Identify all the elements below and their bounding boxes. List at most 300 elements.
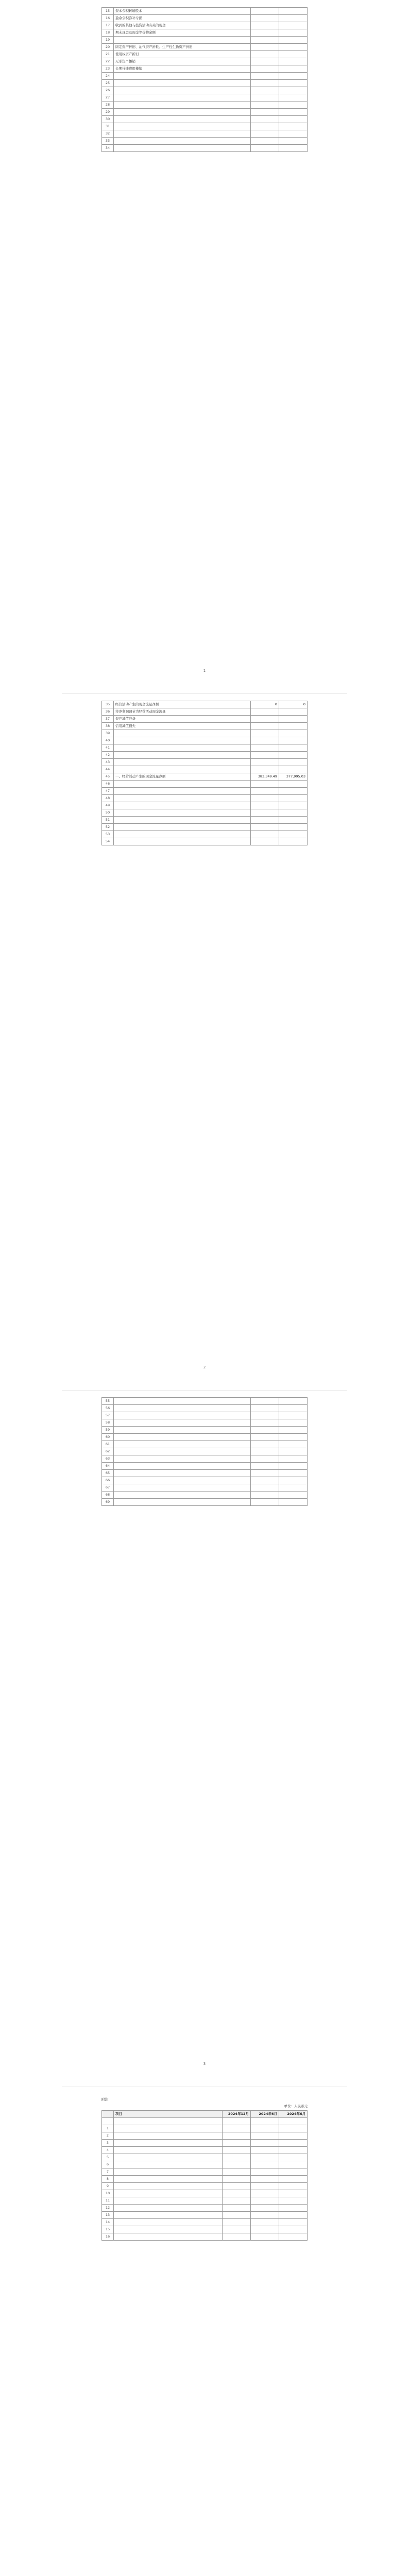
column-header: 2024年12月: [223, 2111, 251, 2118]
row-number: 20: [102, 44, 114, 51]
row-value: [251, 1448, 279, 1455]
table-row: [102, 1427, 308, 1434]
row-value: [279, 2147, 308, 2154]
page-3: [0, 1393, 409, 2083]
row-number: 41: [102, 744, 114, 752]
row-number: 24: [102, 73, 114, 80]
row-number: [102, 2118, 114, 2125]
row-label: [114, 2205, 223, 2212]
table-row: [102, 58, 308, 65]
row-value: [279, 29, 308, 37]
row-number: 34: [102, 145, 114, 152]
row-label: [114, 109, 251, 116]
row-number: 1: [102, 2125, 114, 2132]
row-value: [251, 781, 279, 788]
row-value: [251, 101, 279, 109]
row-value: [279, 1492, 308, 1499]
row-label: [114, 116, 251, 123]
row-value: [251, 2219, 279, 2226]
table-row: [102, 1492, 308, 1499]
row-value: [279, 138, 308, 145]
row-label: 盈余公积弥补亏损: [114, 15, 251, 22]
row-value: [251, 116, 279, 123]
table-row: [102, 2118, 308, 2125]
row-value: [251, 723, 279, 730]
row-label: 使用权资产折旧: [114, 51, 251, 58]
row-value: [251, 73, 279, 80]
row-number: 44: [102, 766, 114, 773]
row-number: 39: [102, 730, 114, 737]
row-label: [114, 2154, 223, 2161]
table-row: [102, 116, 308, 123]
data-table-2: [101, 701, 308, 845]
table-row: [102, 759, 308, 766]
row-value: [279, 1499, 308, 1506]
row-label: [114, 802, 251, 809]
row-value: [279, 109, 308, 116]
row-value: [251, 37, 279, 44]
row-number: 23: [102, 65, 114, 73]
row-label: 资产减值准备: [114, 716, 251, 723]
row-label: [114, 2176, 223, 2183]
row-value: [251, 22, 279, 29]
row-number: 28: [102, 101, 114, 109]
row-value: [251, 80, 279, 87]
row-value: [251, 65, 279, 73]
row-value: [251, 1477, 279, 1484]
row-value: [251, 1441, 279, 1448]
row-value: [279, 2226, 308, 2233]
row-value: [251, 824, 279, 831]
row-value: [251, 1484, 279, 1492]
row-value: [279, 2212, 308, 2219]
row-value: [279, 716, 308, 723]
row-label: [114, 1492, 251, 1499]
row-number: 17: [102, 22, 114, 29]
row-value: [251, 2132, 279, 2140]
row-label: [114, 1448, 251, 1455]
table-row: [102, 37, 308, 44]
row-label: 信用减值损失: [114, 723, 251, 730]
row-label: [114, 1441, 251, 1448]
table-row: [102, 1434, 308, 1441]
table-row: [102, 788, 308, 795]
row-number: 47: [102, 788, 114, 795]
table-row: [102, 809, 308, 817]
row-value: [279, 1448, 308, 1455]
row-number: 11: [102, 2197, 114, 2205]
table-row: [102, 2140, 308, 2147]
row-value: [251, 2118, 279, 2125]
row-label: [114, 744, 251, 752]
table-row: [102, 80, 308, 87]
row-value: [251, 716, 279, 723]
row-value: [251, 2183, 279, 2190]
row-value: [279, 752, 308, 759]
row-value: [223, 2226, 251, 2233]
row-number: 56: [102, 1405, 114, 1412]
row-value: [279, 838, 308, 845]
row-number: 15: [102, 8, 114, 15]
row-label: 无形资产摊销: [114, 58, 251, 65]
row-value: [279, 37, 308, 44]
row-number: 12: [102, 2205, 114, 2212]
row-number: 9: [102, 2183, 114, 2190]
table-row: [102, 802, 308, 809]
row-value: [279, 817, 308, 824]
page-number: 3: [203, 2062, 206, 2066]
table-row: [102, 73, 308, 80]
row-value: [251, 44, 279, 51]
row-value: [251, 2176, 279, 2183]
row-value: [279, 2161, 308, 2168]
table-row: [102, 15, 308, 22]
row-value: [279, 116, 308, 123]
row-value: [279, 1412, 308, 1419]
row-value: [251, 1427, 279, 1434]
row-value: [251, 2168, 279, 2176]
row-value: [251, 2205, 279, 2212]
row-value: [251, 87, 279, 94]
row-label: [114, 2190, 223, 2197]
row-value: [251, 831, 279, 838]
row-value: [279, 65, 308, 73]
row-number: 10: [102, 2190, 114, 2197]
table-row: [102, 51, 308, 58]
row-value: [279, 1427, 308, 1434]
row-value: [279, 1405, 308, 1412]
row-value: [279, 2205, 308, 2212]
row-number: 14: [102, 2219, 114, 2226]
row-value: [251, 2125, 279, 2132]
row-label: 将净利润调节为经营活动现金流量: [114, 708, 251, 716]
table-row: [102, 723, 308, 730]
row-value: [279, 2154, 308, 2161]
data-table-4: [101, 2110, 308, 2241]
row-value: [251, 802, 279, 809]
row-number: 51: [102, 817, 114, 824]
row-label: [114, 788, 251, 795]
row-number: 18: [102, 29, 114, 37]
data-table-3: [101, 1397, 308, 1506]
row-value: [223, 2190, 251, 2197]
row-value: [251, 8, 279, 15]
row-label: [114, 759, 251, 766]
row-label: [114, 809, 251, 817]
row-value: [251, 2147, 279, 2154]
table-row: [102, 701, 308, 708]
row-number: 63: [102, 1455, 114, 1463]
row-label: [114, 2226, 223, 2233]
row-number: 19: [102, 37, 114, 44]
row-value: [279, 824, 308, 831]
row-label: [114, 2140, 223, 2147]
row-number: 62: [102, 1448, 114, 1455]
row-value: [251, 2140, 279, 2147]
table-row: [102, 2219, 308, 2226]
row-label: [114, 1412, 251, 1419]
row-label: [114, 80, 251, 87]
row-value: [279, 1470, 308, 1477]
row-label: [114, 2233, 223, 2241]
row-label: [114, 1484, 251, 1492]
row-number: 66: [102, 1477, 114, 1484]
table-row: [102, 2176, 308, 2183]
row-value: [279, 2183, 308, 2190]
table-row: [102, 2190, 308, 2197]
row-value: [279, 80, 308, 87]
row-value: [279, 1441, 308, 1448]
row-value: [279, 94, 308, 101]
table-row: [102, 716, 308, 723]
row-label: [114, 145, 251, 152]
row-value: [223, 2118, 251, 2125]
row-value: [279, 795, 308, 802]
table-row: [102, 781, 308, 788]
table-row: [102, 1448, 308, 1455]
row-number: 53: [102, 831, 114, 838]
page-number: 1: [203, 669, 206, 673]
row-value: [223, 2233, 251, 2241]
row-number: 65: [102, 1470, 114, 1477]
row-value: [251, 838, 279, 845]
row-value: [279, 2219, 308, 2226]
row-label: [114, 730, 251, 737]
row-number: 57: [102, 1412, 114, 1419]
row-value: [279, 1419, 308, 1427]
row-value: [223, 2168, 251, 2176]
row-number: 48: [102, 795, 114, 802]
row-value: [279, 737, 308, 744]
row-label: [114, 2168, 223, 2176]
row-value: [251, 809, 279, 817]
table-row: [102, 2147, 308, 2154]
row-value: [279, 2132, 308, 2140]
row-value: [251, 2226, 279, 2233]
row-number: 32: [102, 130, 114, 138]
row-number: 36: [102, 708, 114, 716]
row-value: [279, 2125, 308, 2132]
row-value: [223, 2132, 251, 2140]
row-value: [251, 1405, 279, 1412]
row-value: [251, 1398, 279, 1405]
row-label: [114, 1427, 251, 1434]
row-number: 50: [102, 809, 114, 817]
row-value: [223, 2205, 251, 2212]
row-number: 67: [102, 1484, 114, 1492]
table-row: [102, 1441, 308, 1448]
table-row: [102, 109, 308, 116]
row-value: [279, 2176, 308, 2183]
row-label: [114, 87, 251, 94]
row-value: [223, 2212, 251, 2219]
row-value: [251, 1419, 279, 1427]
row-label: 期末现金及现金等价物余额: [114, 29, 251, 37]
row-label: [114, 1499, 251, 1506]
row-value: [279, 73, 308, 80]
row-number: 5: [102, 2154, 114, 2161]
row-label: [114, 73, 251, 80]
row-value: [279, 708, 308, 716]
column-header: 2024年6月: [251, 2111, 279, 2118]
row-value: [279, 2197, 308, 2205]
row-value: [251, 2212, 279, 2219]
table-row: [102, 8, 308, 15]
row-number: 8: [102, 2176, 114, 2183]
table-row: [102, 2154, 308, 2161]
row-label: [114, 138, 251, 145]
row-label: [114, 2125, 223, 2132]
row-value: 0: [251, 701, 279, 708]
row-value: [223, 2183, 251, 2190]
row-number: 27: [102, 94, 114, 101]
row-number: 61: [102, 1441, 114, 1448]
row-number: 6: [102, 2161, 114, 2168]
row-number: 54: [102, 838, 114, 845]
table-row: [102, 737, 308, 744]
table-row: [102, 1419, 308, 1427]
row-number: 46: [102, 781, 114, 788]
table-row: [102, 2233, 308, 2241]
row-value: [251, 2197, 279, 2205]
table-row: [102, 1455, 308, 1463]
table-row: [102, 29, 308, 37]
row-value: [279, 723, 308, 730]
unit-label: 单位：人民币元: [284, 2104, 308, 2108]
row-label: [114, 737, 251, 744]
row-label: [114, 94, 251, 101]
row-value: [279, 1463, 308, 1470]
table-row: [102, 94, 308, 101]
row-value: [279, 2140, 308, 2147]
row-label: [114, 101, 251, 109]
row-value: [223, 2197, 251, 2205]
row-number: 52: [102, 824, 114, 831]
column-header: 2024年6月: [279, 2111, 308, 2118]
row-label: [114, 817, 251, 824]
row-value: [279, 2190, 308, 2197]
row-number: 2: [102, 2132, 114, 2140]
row-value: [251, 29, 279, 37]
table-row: [102, 730, 308, 737]
page-2: [0, 697, 409, 1387]
row-number: 21: [102, 51, 114, 58]
row-value: [251, 1463, 279, 1470]
row-value: [279, 759, 308, 766]
row-value: [251, 145, 279, 152]
row-label: [114, 838, 251, 845]
row-number: 13: [102, 2212, 114, 2219]
row-value: [251, 1492, 279, 1499]
row-value: [251, 138, 279, 145]
column-header: [102, 2111, 114, 2118]
row-number: 16: [102, 15, 114, 22]
row-value: [279, 831, 308, 838]
row-number: 29: [102, 109, 114, 116]
row-number: 4: [102, 2147, 114, 2154]
table-row: [102, 838, 308, 845]
row-label: [114, 2212, 223, 2219]
row-value: [251, 94, 279, 101]
table-row: [102, 1463, 308, 1470]
row-number: 68: [102, 1492, 114, 1499]
table-row: [102, 824, 308, 831]
row-value: [279, 8, 308, 15]
table-row: [102, 2197, 308, 2205]
row-number: 26: [102, 87, 114, 94]
table-row: [102, 65, 308, 73]
row-value: [251, 737, 279, 744]
row-value: [251, 744, 279, 752]
row-value: [279, 44, 308, 51]
table-row: [102, 795, 308, 802]
row-label: [114, 2147, 223, 2154]
row-value: [251, 708, 279, 716]
row-label: [114, 1455, 251, 1463]
row-label: [114, 795, 251, 802]
row-value: [251, 1499, 279, 1506]
row-value: [279, 51, 308, 58]
row-value: [251, 1412, 279, 1419]
table-caption: 附注：: [101, 2097, 112, 2102]
table-row: [102, 130, 308, 138]
row-value: [251, 1434, 279, 1441]
row-number: 22: [102, 58, 114, 65]
row-label: [114, 2132, 223, 2140]
row-value: 383,349.49: [251, 773, 279, 781]
table-row: [102, 1499, 308, 1506]
column-header: 项目: [114, 2111, 223, 2118]
data-table-1: [101, 7, 308, 152]
row-value: [251, 15, 279, 22]
row-value: [251, 2233, 279, 2241]
row-value: [279, 802, 308, 809]
page-divider: [62, 693, 347, 694]
row-value: [251, 2190, 279, 2197]
row-value: [279, 1477, 308, 1484]
table-row: [102, 22, 308, 29]
row-value: [279, 744, 308, 752]
table-row: [102, 44, 308, 51]
row-value: [279, 145, 308, 152]
table-row: [102, 1405, 308, 1412]
row-value: [251, 759, 279, 766]
row-label: 固定资产折旧、油气资产折耗、生产性生物资产折旧: [114, 44, 251, 51]
table-row: [102, 831, 308, 838]
row-number: 55: [102, 1398, 114, 1405]
row-value: [279, 766, 308, 773]
row-number: 49: [102, 802, 114, 809]
row-label: [114, 2183, 223, 2190]
row-value: [279, 58, 308, 65]
row-number: 16: [102, 2233, 114, 2241]
row-value: [251, 788, 279, 795]
row-value: [251, 752, 279, 759]
page-1: [0, 0, 409, 690]
row-value: [251, 130, 279, 138]
row-label: [114, 1463, 251, 1470]
row-value: [223, 2219, 251, 2226]
row-label: [114, 766, 251, 773]
row-value: [279, 2168, 308, 2176]
row-value: [251, 1470, 279, 1477]
table-row: [102, 2132, 308, 2140]
table-row: [102, 817, 308, 824]
row-label: [114, 1470, 251, 1477]
row-value: [279, 1455, 308, 1463]
table-row: [102, 2205, 308, 2212]
row-value: [251, 1455, 279, 1463]
